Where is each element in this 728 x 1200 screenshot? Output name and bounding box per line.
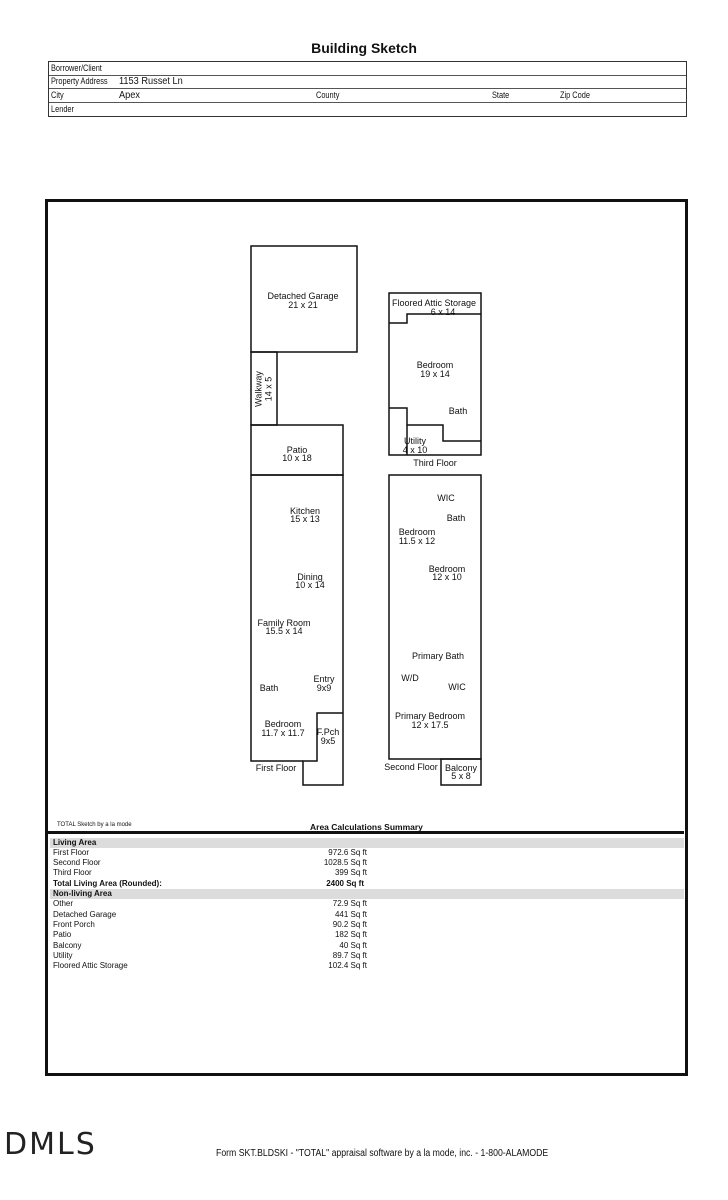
summary-row-label: Front Porch (53, 920, 95, 929)
city-label: City (51, 90, 64, 100)
summary-row-value: 90.2 Sq ft (332, 920, 367, 929)
walkway-label: Walkway (253, 371, 264, 407)
bedroom-second-a-label: Bedroom (398, 527, 436, 537)
bedroom-third-dim: 19 x 14 (420, 369, 450, 379)
summary-row-label: Detached Garage (53, 910, 117, 919)
summary-row-label: First Floor (53, 848, 89, 857)
bath-first-label: Bath (259, 683, 279, 693)
summary-row-value: 972.6 Sq ft (328, 848, 367, 857)
bath-third-label: Bath (448, 406, 468, 416)
summary-row-label: Patio (53, 930, 72, 939)
zip-label: Zip Code (560, 90, 590, 100)
kitchen-label: Kitchen (289, 506, 321, 516)
utility-dim: 4 x 10 (402, 445, 428, 455)
primary-bedroom-label: Primary Bedroom (394, 711, 466, 721)
page-title: Building Sketch (311, 40, 417, 56)
bedroom-first-label: Bedroom (264, 719, 302, 729)
summary-row-label: Utility (53, 951, 73, 960)
nonliving-area-header: Non-living Area (53, 889, 112, 898)
balcony-label: Balcony (444, 763, 478, 773)
patio-dim: 10 x 18 (282, 453, 312, 463)
patio-label: Patio (286, 445, 308, 455)
total-living-value: 2400 Sq ft (326, 879, 364, 888)
form-footer: Form SKT.BLDSKI - "TOTAL" appraisal software by a la mode, inc. - 1-800-ALAMODE (216, 1148, 549, 1159)
floored-attic-label: Floored Attic Storage (391, 298, 477, 308)
dining-dim: 10 x 14 (295, 580, 325, 590)
summary-row-label: Balcony (53, 941, 82, 950)
summary-row-value: 1028.5 Sq ft (323, 858, 367, 867)
summary-row-value: 182 Sq ft (334, 930, 367, 939)
entry-label: Entry (313, 674, 335, 684)
front-porch-label: F.Pch (316, 727, 340, 737)
floored-attic-dim: 6 x 14 (430, 307, 456, 317)
address-label: Property Address (51, 76, 108, 86)
bath-second-label: Bath (446, 513, 466, 523)
dining-label: Dining (297, 572, 323, 582)
bedroom-first-dim: 11.7 x 11.7 (261, 728, 305, 738)
sketch-credit: TOTAL Sketch by a la mode (57, 822, 132, 828)
summary-row-value: 72.9 Sq ft (332, 899, 367, 908)
dmls-logo: DMLS (4, 1127, 97, 1162)
bedroom-second-a-dim: 11.5 x 12 (398, 536, 436, 546)
summary-row-label: Second Floor (53, 858, 101, 867)
county-label: County (316, 90, 340, 100)
bedroom-second-b-dim: 12 x 10 (432, 572, 462, 582)
front-porch-dim: 9x5 (320, 736, 336, 746)
first-floor-label: First Floor (255, 763, 297, 773)
summary-row-label: Floored Attic Storage (53, 961, 128, 970)
wic-upper-label: WIC (437, 493, 455, 503)
summary-row-value: 441 Sq ft (334, 910, 367, 919)
washer-dryer-label: W/D (401, 673, 419, 683)
living-area-header: Living Area (53, 838, 97, 847)
wic-lower-label: WIC (448, 682, 466, 692)
summary-title: Area Calculations Summary (310, 822, 423, 832)
lender-label: Lender (51, 104, 74, 114)
second-floor-label: Second Floor (384, 762, 438, 772)
detached-garage-dim: 21 x 21 (288, 300, 318, 310)
detached-garage-label: Detached Garage (267, 291, 339, 301)
family-room-label: Family Room (257, 618, 311, 628)
primary-bath-label: Primary Bath (411, 651, 465, 661)
utility-label: Utility (404, 436, 426, 446)
third-floor-label: Third Floor (413, 458, 457, 468)
kitchen-dim: 15 x 13 (290, 514, 320, 524)
balcony-dim: 5 x 8 (451, 771, 471, 781)
summary-divider (46, 831, 684, 834)
primary-bedroom-dim: 12 x 17.5 (411, 720, 449, 730)
nonliving-area-band (50, 889, 684, 899)
borrower-label: Borrower/Client (51, 63, 102, 73)
entry-dim: 9x9 (316, 683, 332, 693)
summary-row-value: 89.7 Sq ft (332, 951, 367, 960)
bedroom-third-label: Bedroom (416, 360, 454, 370)
living-area-band (50, 838, 684, 848)
city-value: Apex (119, 90, 140, 101)
family-room-dim: 15.5 x 14 (265, 626, 303, 636)
summary-row-label: Third Floor (53, 868, 92, 877)
walkway-dim: 14 x 5 (263, 376, 273, 402)
bedroom-second-b-label: Bedroom (428, 564, 466, 574)
summary-row-label: Other (53, 899, 74, 908)
summary-row-value: 40 Sq ft (339, 941, 367, 950)
state-label: State (492, 90, 510, 100)
address-value: 1153 Russet Ln (119, 76, 183, 87)
total-living-label: Total Living Area (Rounded): (53, 879, 162, 888)
summary-row-value: 399 Sq ft (334, 868, 367, 877)
summary-row-value: 102.4 Sq ft (328, 961, 367, 970)
